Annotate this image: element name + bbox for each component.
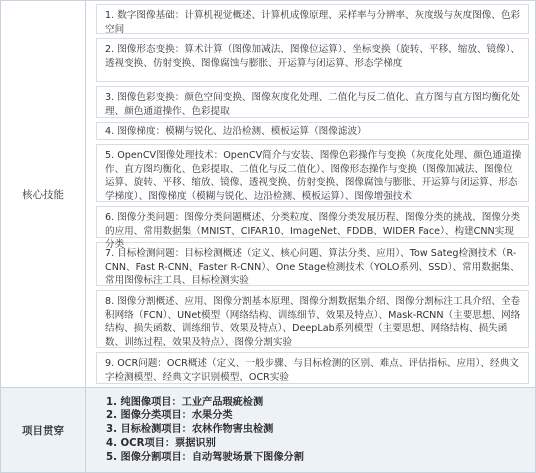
project-item-5: 5. 图像分割项目：自动驾驶场景下图像分割 xyxy=(106,451,304,463)
project-item-1: 1. 纯图像项目：工业产品瑕疵检测 xyxy=(106,396,264,408)
skill-item-5: 5. OpenCV图像处理技术：OpenCV简介与安装、图像色彩操作与变换（灰度化处理、颜色通道操作、直方图均衡化、色彩提取、二值化与反二值化）、图像形态操作与变换（图像加减法、图像位运算、旋转、平移、缩放、镜像、透视变换、仿射变换、图像腐蚀与膨胀、开运算与闭运算、形态学梯度）、图像梯度（模糊与锐化、边沿检测、模板运算）、图像增强技术 xyxy=(96,144,529,202)
project-item-2: 2. 图像分类项目：水果分类 xyxy=(106,410,233,422)
skill-item-2: 2. 图像形态变换：算术计算（图像加减法、图像位运算）、坐标变换（旋转、平移、缩放、镜像）、透视变换、仿射变换、图像腐蚀与膨胀、开运算与闭运算、形态学梯度 xyxy=(96,38,529,82)
skill-item-1: 1. 数字图像基础：计算机视觉概述、计算机成像原理、采样率与分辨率、灰度级与灰度图像、色彩空间 xyxy=(96,4,529,34)
core-skills-content xyxy=(86,1,536,388)
project-item-3: 3. 目标检测项目：农林作物害虫检测 xyxy=(106,424,274,436)
skill-item-4: 4. 图像梯度：模糊与锐化、边沿检测、模板运算（图像滤波） xyxy=(96,122,529,140)
skill-item-6: 6. 图像分类问题：图像分类问题概述、分类粒度、图像分类发展历程、图像分类的挑战、图像分类的应用、常用数据集（MNIST、CIFAR10、ImageNet、FDDB、WIDER Face）、构建CNN实现分类 xyxy=(96,206,529,238)
project-item-4: 4. OCR项目：票据识别 xyxy=(106,437,216,449)
project-list xyxy=(96,390,535,471)
projects-row xyxy=(1,388,536,473)
core-skills-row xyxy=(1,1,536,388)
skill-item-9: 9. OCR问题：OCR概述（定义、一般步骤、与目标检测的区别、难点、评估指标、应用）、经典文字检测模型、经典文字识别模型、OCR实验 xyxy=(96,352,529,384)
skill-item-3: 3. 图像色彩变换：颜色空间变换、图像灰度化处理、二值化与反二值化、直方图与直方图均衡化处理、颜色通道操作、色彩提取 xyxy=(96,86,529,118)
skill-item-7: 7. 目标检测问题：目标检测概述（定义、核心问题、算法分类、应用）、Tow Sateg检测技术（R-CNN、Fast R-CNN、Faster R-CNN）、One Stage检测技术（YOLO系列、SSD）、常用数据集、常用图像标注工具、目标检测实验 xyxy=(96,242,529,286)
skill-item-8: 8. 图像分割概述、应用、图像分割基本原理、图像分割数据集介绍、图像分割标注工具介绍、全卷积网络（FCN）、UNet模型（网络结构、训练细节、效果及特点）、Mask-RCNN（主要思想、网络结构、损失函数、训练细节、效果及特点）、DeepLab系列模型（主要思想、网络结构、损失函数、训练过程、效果及特点）、图像分割实验 xyxy=(96,290,529,348)
projects-content xyxy=(86,388,536,473)
projects-label: 项目贯穿 xyxy=(1,388,86,473)
core-skills-label: 核心技能 xyxy=(1,1,86,388)
